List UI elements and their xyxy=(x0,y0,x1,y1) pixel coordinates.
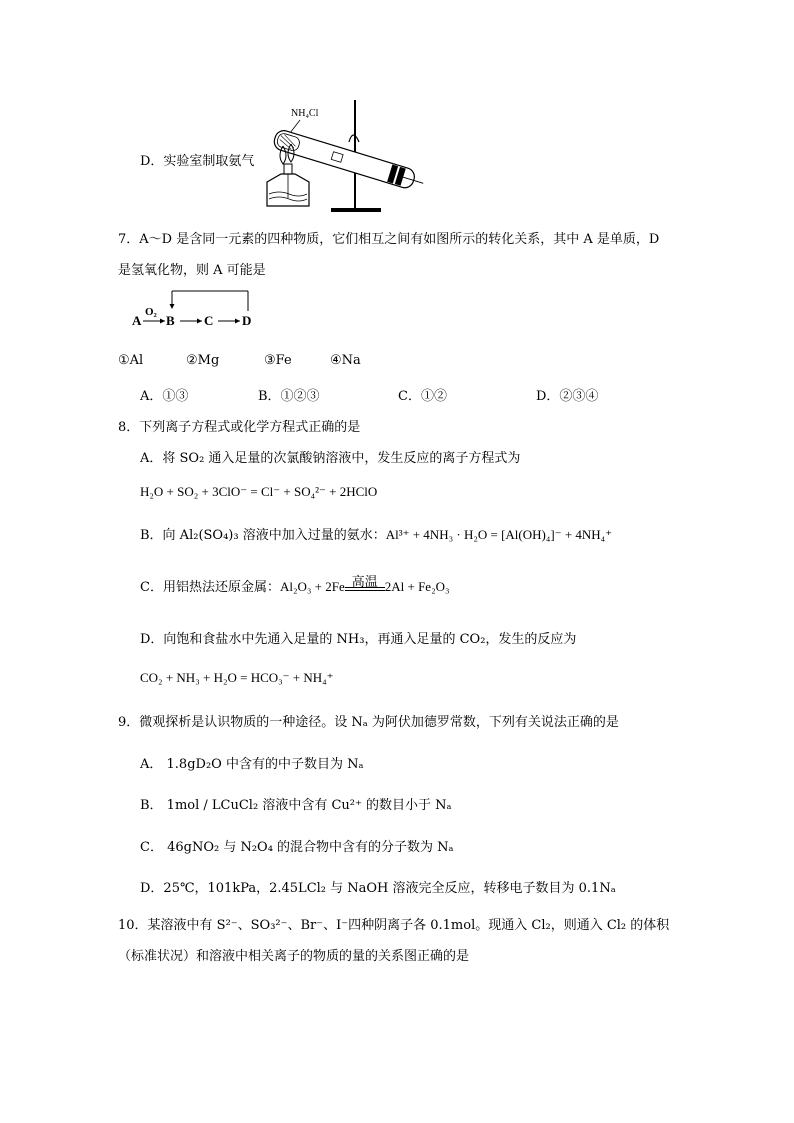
conversion-scheme-diagram xyxy=(128,287,268,333)
q7-choice-3: ③Fe xyxy=(264,353,292,368)
q9-option-d: D．25℃，101kPa，2.45LCl₂ 与 NaOH 溶液完全反应，转移电子数目为 0.1Nₐ xyxy=(140,881,616,896)
q8-option-b xyxy=(140,524,612,543)
q7-option-a: A．①③ xyxy=(140,389,189,404)
q8-option-b-text: B．向 Al₂(SO₄)₃ 溶液中加入过量的氨水： xyxy=(140,528,386,543)
q8-option-d-text: D．向饱和食盐水中先通入足量的 NH₃，再通入足量的 CO₂，发生的反应为 xyxy=(140,632,577,647)
q7-option-d: D．②③④ xyxy=(536,389,599,404)
q7-option-c: C．①② xyxy=(398,389,447,404)
scheme-b: B xyxy=(166,313,175,328)
scheme-o2: O₂ xyxy=(145,306,157,318)
q6-option-d: D．实验室制取氨气 xyxy=(140,154,255,169)
high-temp-label: 高温 xyxy=(351,575,378,590)
q7-stem-line2: 是氢氧化物，则 A 可能是 xyxy=(118,263,266,278)
scheme-a: A xyxy=(132,313,142,328)
q7-option-b: B．①②③ xyxy=(258,389,320,404)
q8-option-c xyxy=(140,576,450,595)
scheme-c: C xyxy=(204,313,214,328)
q8-option-c-eq-left: Al₂O₃ + 2Fe xyxy=(279,579,345,594)
q7-stem-line1: 7．A～D 是含同一元素的四种物质，它们相互之间有如图所示的转化关系，其中 A 是单质，D xyxy=(118,232,660,247)
q8-option-b-equation: Al³⁺ + 4NH₃ · H₂O = [Al(OH)₄]⁻ + 4NH₄⁺ xyxy=(385,527,613,542)
q9-option-a: A． 1.8gD₂O 中含有的中子数目为 Nₐ xyxy=(140,757,364,772)
q8-option-c-eq-right: 2Al + Fe₂O₃ xyxy=(384,579,450,594)
q8-option-d-equation: CO₂ + NH₃ + H₂O = HCO₃⁻ + NH₄⁺ xyxy=(140,670,334,685)
q8-option-a-text: A．将 SO₂ 通入足量的次氯酸钠溶液中，发生反应的离子方程式为 xyxy=(140,451,521,466)
q8-stem: 8．下列离子方程式或化学方程式正确的是 xyxy=(118,420,361,435)
q10-stem-line1: 10．某溶液中有 S²⁻、SO₃²⁻、Br⁻、I⁻四种阴离子各 0.1mol。现通入 Cl₂，则通入 Cl₂ 的体积 xyxy=(118,918,670,933)
high-temp-condition xyxy=(345,575,385,591)
scheme-d: D xyxy=(242,313,252,328)
q7-choice-2: ②Mg xyxy=(186,353,220,368)
ammonia-apparatus-diagram xyxy=(255,98,435,218)
q7-choice-1: ①Al xyxy=(118,353,144,368)
q9-stem: 9．微观探析是认识物质的一种途径。设 Nₐ 为阿伏加德罗常数，下列有关说法正确的是 xyxy=(118,715,619,730)
q8-option-a-equation: H₂O + SO₂ + 3ClO⁻ = Cl⁻ + SO₄²⁻ + 2HClO xyxy=(140,484,378,499)
apparatus-label: NH₄Cl xyxy=(291,108,319,119)
q8-option-c-text: C．用铝热法还原金属： xyxy=(140,580,280,595)
q10-stem-line2: （标准状况）和溶液中相关离子的物质的量的关系图正确的是 xyxy=(118,949,470,964)
q7-choice-4: ④Na xyxy=(330,353,361,368)
q9-option-b: B． 1mol / LCuCl₂ 溶液中含有 Cu²⁺ 的数目小于 Nₐ xyxy=(140,798,452,813)
q9-option-c: C． 46gNO₂ 与 N₂O₄ 的混合物中含有的分子数为 Nₐ xyxy=(140,840,454,855)
